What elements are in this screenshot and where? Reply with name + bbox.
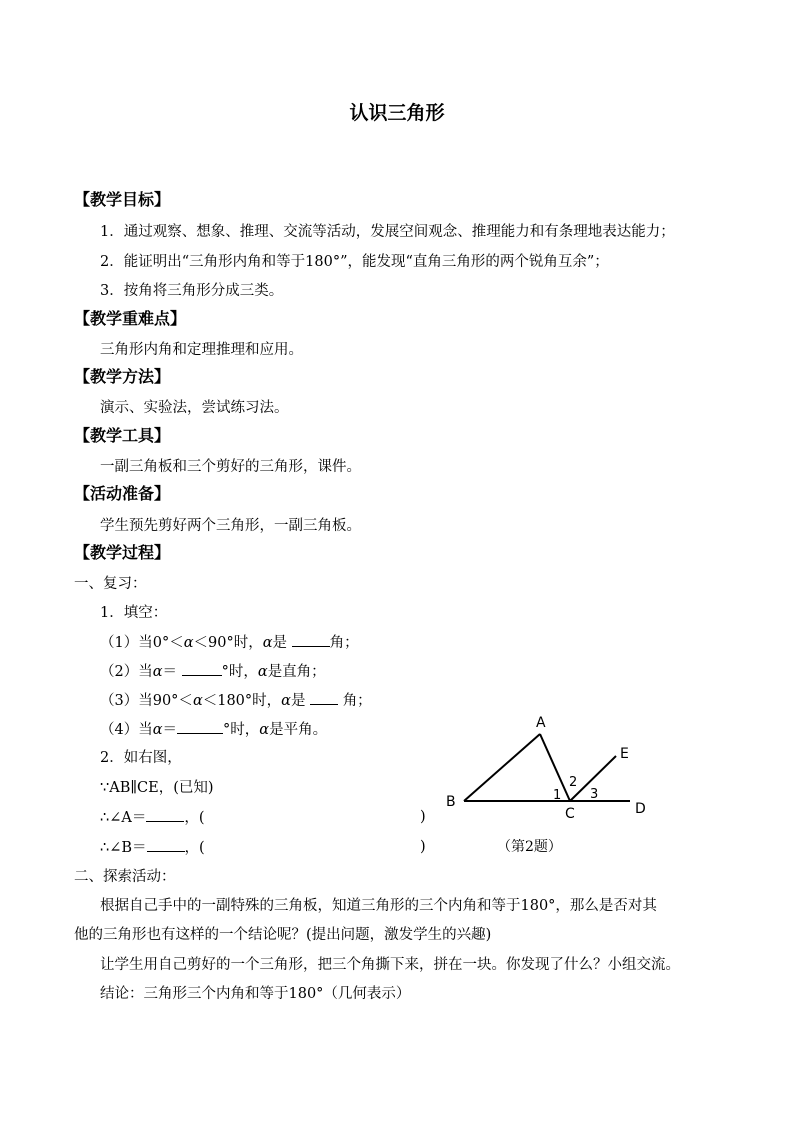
answer-blank[interactable]: [146, 807, 184, 822]
alpha-symbol: α: [257, 664, 268, 680]
review-heading: 一、复习：: [74, 576, 147, 592]
q2-a-text: ∴∠A＝: [100, 810, 147, 826]
q1-4-text: °时，: [223, 722, 260, 738]
alpha-symbol: α: [259, 722, 270, 738]
label-angle-1: 1: [553, 788, 562, 803]
review-q2-line-b: [100, 837, 205, 858]
process-heading: 【教学过程】: [74, 543, 171, 562]
label-angle-2: 2: [569, 775, 578, 790]
q1-2-text: °时，: [221, 664, 258, 680]
methods-text: 演示、实验法，尝试练习法。: [100, 400, 289, 416]
q1-2-text: ＝: [162, 664, 178, 680]
explore-conclusion: 结论：三角形三个内角和等于180°（几何表示）: [100, 986, 411, 1002]
review-q2-line-a: [100, 807, 205, 828]
tools-text: 一副三角板和三个剪好的三角形，课件。: [100, 459, 361, 475]
review-q1-item-3: [100, 690, 372, 711]
answer-blank[interactable]: [292, 632, 330, 647]
label-angle-3: 3: [590, 787, 599, 802]
goal-item-1: 1．通过观察、想象、推理、交流等活动，发展空间观念、推理能力和有条理地表达能力；: [100, 224, 675, 240]
review-q1-item-2: [100, 661, 326, 682]
label-a: A: [536, 715, 546, 731]
figure-caption: （第2题）: [497, 839, 562, 855]
tools-heading: 【教学工具】: [74, 426, 171, 445]
segment-ab: [464, 734, 540, 801]
goal-item-3: 3．按角将三角形分成三类。: [100, 283, 284, 299]
q2-b-text: ∴∠B＝: [100, 840, 147, 856]
q1-2-text: （2）当: [100, 664, 153, 680]
review-q1-item-1: [100, 632, 359, 653]
q1-1-text: ＜90°时，: [193, 635, 263, 651]
key-points-text: 三角形内角和定理推理和应用。: [100, 342, 303, 358]
q1-4-text: 是平角。: [269, 722, 328, 738]
q1-1-text: 是: [272, 635, 287, 651]
q1-3-text: 角；: [342, 693, 372, 709]
page-title: 认识三角形: [349, 102, 445, 124]
q2-a-paren: ，(: [184, 810, 205, 826]
alpha-symbol: α: [262, 635, 273, 651]
alpha-symbol: α: [192, 693, 203, 709]
answer-blank[interactable]: [182, 661, 222, 676]
alpha-symbol: α: [152, 722, 163, 738]
alpha-symbol: α: [281, 693, 291, 709]
alpha-symbol: α: [183, 635, 194, 651]
key-points-heading: 【教学重难点】: [74, 309, 187, 328]
explore-para1-line1: 根据自己手中的一副特殊的三角板，知道三角形的三个内角和等于180°，那么是否对其: [100, 898, 657, 914]
q1-3-text: （3）当90°＜: [100, 693, 193, 709]
label-b: B: [446, 794, 456, 810]
explore-para1-line2: 他的三角形也有这样的一个结论呢？(提出问题，激发学生的兴趣): [74, 927, 492, 943]
q1-1-text: 角；: [329, 635, 359, 651]
answer-blank[interactable]: [177, 719, 223, 734]
label-e: E: [620, 746, 629, 762]
preparation-text: 学生预先剪好两个三角形，一副三角板。: [100, 518, 361, 534]
alpha-symbol: α: [152, 664, 163, 680]
goal-item-2: 2．能证明出“三角形内角和等于180°”，能发现“直角三角形的两个锐角互余”；: [100, 254, 609, 270]
review-q2-label: 2．如右图，: [100, 750, 182, 766]
q1-3-text: ＜180°时，: [202, 693, 282, 709]
review-q2-given: ∵AB∥CE，(已知): [100, 780, 214, 796]
explore-heading: 二、探索活动：: [74, 869, 176, 885]
q2-b-paren: ，(: [184, 840, 205, 856]
review-q1-item-4: [100, 719, 327, 740]
label-d: D: [635, 801, 646, 817]
explore-para2: 让学生用自己剪好的一个三角形，把三个角撕下来，拼在一块。你发现了什么？小组交流。: [100, 957, 680, 973]
goals-heading: 【教学目标】: [74, 190, 171, 209]
q1-4-text: （4）当: [100, 722, 153, 738]
label-c: C: [565, 806, 575, 822]
methods-heading: 【教学方法】: [74, 367, 171, 386]
preparation-heading: 【活动准备】: [74, 484, 171, 503]
q1-3-text: 是: [290, 693, 306, 709]
q1-4-text: ＝: [162, 722, 178, 738]
review-q2-line-b-close: ): [420, 839, 426, 855]
answer-blank[interactable]: [310, 690, 338, 705]
q1-2-text: 是直角；: [267, 664, 326, 680]
answer-blank[interactable]: [147, 837, 185, 852]
review-q2-line-a-close: ): [420, 809, 426, 825]
review-q1-label: 1．填空：: [100, 605, 168, 621]
q1-1-text: （1）当0°＜: [100, 635, 184, 651]
